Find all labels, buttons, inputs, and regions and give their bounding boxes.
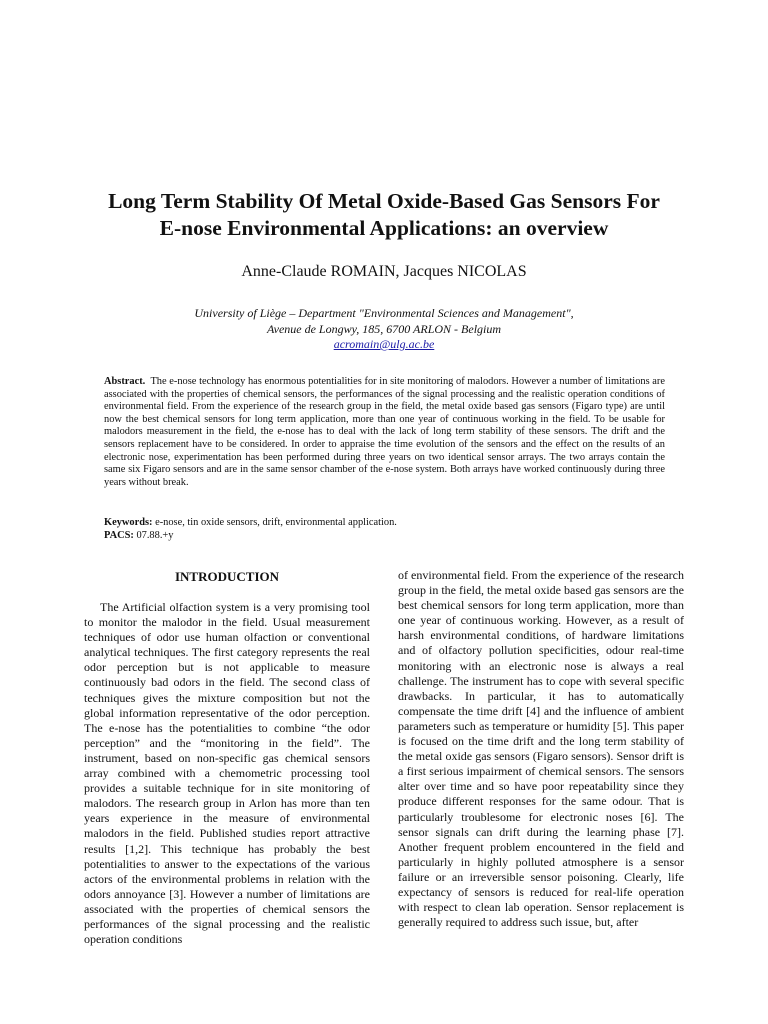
author-email-link[interactable]: acromain@ulg.ac.be <box>333 337 435 351</box>
affiliation-line-1: University of Liège – Department "Environmental Sciences and Management", <box>194 306 574 320</box>
pacs-line <box>104 530 665 543</box>
pacs-label: PACS: <box>104 529 134 541</box>
abstract-paragraph <box>104 376 665 489</box>
intro-paragraph-left: The Artificial olfaction system is a very promising tool to monitor the malodor in the field. Usual measurement techniques of odor use human olfaction or conventional analytical techniques. The first category represents the real odor perception but is not applicable to measure continuously bad odors in the field. The second class of techniques gives the mixture composition but not the global information representative of the odor perception. The e-nose has the potentialities to combine “the odor perception” and the “monitoring in the field”. The instrument, based on non-specific gas chemical sensors array combined with a chemometric processing tool provides a suitable technique for in site monitoring of malodors. The research group in Arlon has more than ten years experience in the measure of environmental malodors in the field. Published studies report attractive results [1,2]. This technique has probably the best potentialities to answer to the expectations of the various actors of the environmental problems in relation with the odors annoyance [3]. However a number of limitations are associated with the properties of chemical sensors the performances of the signal processing and the realistic operation conditions <box>84 600 370 947</box>
title-line-1: Long Term Stability Of Metal Oxide-Based Gas Sensors For <box>108 189 660 213</box>
abstract-text: The e-nose technology has enormous potentialities for in site monitoring of malodors. However a number of limitations are associated with the properties of chemical sensors, the performances of the signal processing and the realistic operation conditions of environmental field. From the experience of the research group in the field, the metal oxide based gas sensors (Figaro type) are until now the best chemical sensors for long term application, more than one year of continuous working in the field. To be usable for malodors measurement in the field, the e-nose has to deal with the lack of long term stability of these sensors. The drift and the sensors replacement have to be considered. In order to appraise the time evolution of the sensors and the effect on the results of an electronic nose, experimentation has been performed during three years on two identical sensor arrays. The two arrays contain the same six Figaro sensors and are in the same sensor chamber of the e-nose system. Both arrays have worked continuously during three years without break. <box>104 376 665 488</box>
affiliation-line-2: Avenue de Longwy, 185, 6700 ARLON - Belgium <box>266 321 502 336</box>
keywords-line <box>104 517 665 530</box>
abstract-label: Abstract. <box>104 376 146 387</box>
affiliation-block <box>60 306 708 353</box>
title-line-2: E-nose Environmental Applications: an overview <box>159 216 609 240</box>
author-list: Anne-Claude ROMAIN, Jacques NICOLAS <box>241 263 527 280</box>
paper-title <box>60 188 708 242</box>
keywords-label: Keywords: <box>104 517 153 528</box>
intro-paragraph-right: of environmental field. From the experience of the research group in the field, the metal oxide based gas sensors are the best chemical sensors for long term application, more than one year of continuous working. However, as a result of harsh environmental conditions, of hardware limitations and of olfactory pollution specificities, odour real-time monitoring with an electronic nose is always a real challenge. The instrument has to cope with several specific drawbacks. In particular, it has to automatically compensate the time drift [4] and the influence of ambient parameters such as temperature or humidity [5]. This paper is focused on the time drift and the long term stability of the metal oxide gas sensors (Figaro sensors). Sensor drift is a first serious impairment of chemical sensors. The sensors alter over time and so have poor repeatability since they produce different responses for the same odour. That is particularly troublesome for electronic noses [6]. The sensor signals can drift during the learning phase [7]. Another frequent problem encountered in the field and particularly in highly polluted atmosphere is a sensor failure or an irreversible sensor poisoning. Clearly, life expectancy of sensors is reduced for real-life operation with respect to clean lab operation. Sensor replacement is generally required to address such issue, but, after <box>398 568 684 930</box>
keywords-text: e-nose, tin oxide sensors, drift, environmental application. <box>155 517 397 528</box>
right-column <box>398 568 684 930</box>
section-heading-introduction: INTRODUCTION <box>174 569 279 584</box>
left-column <box>84 569 370 947</box>
pacs-text: 07.88.+y <box>136 529 174 541</box>
keywords-block <box>104 517 665 542</box>
